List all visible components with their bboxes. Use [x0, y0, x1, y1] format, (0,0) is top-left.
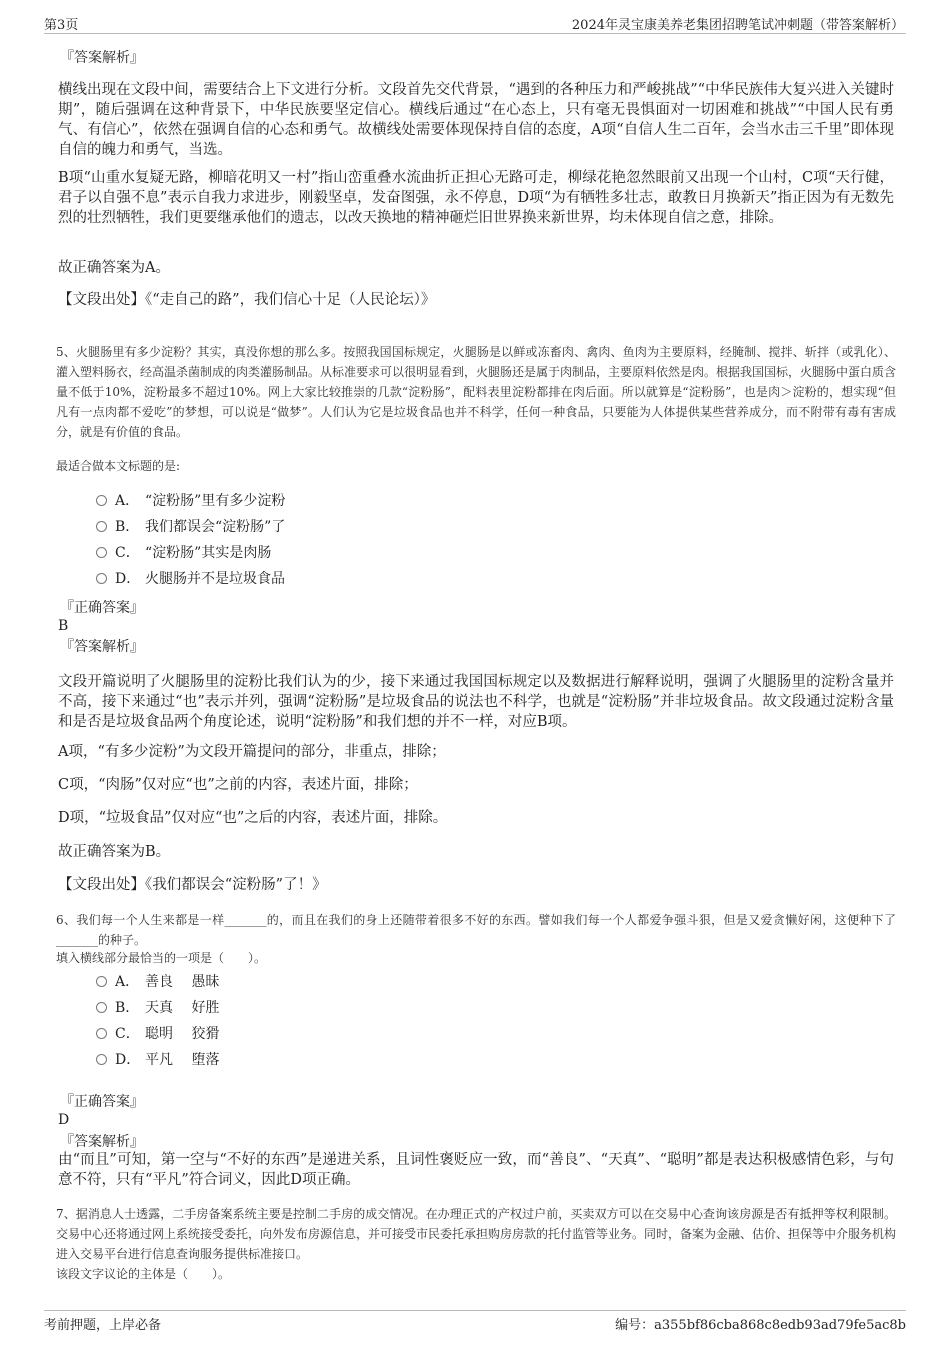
option-letter: A．: [115, 974, 140, 990]
option-text: “淀粉肠”其实是肉肠: [145, 545, 272, 561]
option-letter: B．: [115, 519, 140, 535]
option-letter: C．: [115, 1026, 140, 1042]
q7-stem: 7、据消息人士透露，二手房备案系统主要是控制二手房的成交情况。在办理正式的产权过户前，买卖双方可以在交易中心查询该房源是否有抵押等权利限制。交易中心还将通过网上系统接受委托，向外发布房源信息，并可接受市民委托承担购房房款的托付监管等业务。同时，备案为金融、估价、担保等中介服务机构进入交易平台进行信息查询服务提供标准接口。: [56, 1207, 897, 1261]
q5-option-c[interactable]: [96, 542, 271, 564]
radio-icon[interactable]: [96, 976, 107, 987]
q5-explanation-p3: C项，“肉肠”仅对应“也”之前的内容，表述片面，排除；: [58, 777, 418, 793]
q5-option-b[interactable]: [96, 516, 285, 538]
q4-answer-line: 故正确答案为A。: [58, 260, 170, 276]
q4-source: 【文段出处】《“走自己的路”，我们信心十足（人民论坛）》: [58, 292, 436, 308]
q6-correct-label: 『正确答案』: [60, 1094, 144, 1110]
q5-option-a[interactable]: [96, 490, 285, 512]
q4-explanation-label: 『答案解析』: [60, 50, 144, 66]
option-text: 善良 愚昧: [145, 974, 220, 990]
q6-explanation-label: 『答案解析』: [60, 1134, 144, 1150]
option-text: 平凡 堕落: [145, 1052, 220, 1068]
q6-option-c[interactable]: [96, 1023, 219, 1045]
q5-correct-label: 『正确答案』: [60, 600, 144, 616]
radio-icon[interactable]: [96, 521, 107, 532]
q5-option-d[interactable]: [96, 568, 285, 590]
option-letter: B．: [115, 1000, 140, 1016]
q6-prompt: 填入横线部分最恰当的一项是（ ）。: [56, 951, 267, 965]
option-letter: C．: [115, 545, 140, 561]
q7-prompt: 该段文字议论的主体是（ ）。: [56, 1267, 231, 1281]
footer-slogan: 考前押题，上岸必备: [44, 1318, 162, 1333]
radio-icon[interactable]: [96, 495, 107, 506]
radio-icon[interactable]: [96, 1002, 107, 1013]
q6-option-b[interactable]: [96, 997, 219, 1019]
document-id: 编号：a355bf86cba868c8edb93ad79fe5ac8b: [615, 1318, 906, 1333]
radio-icon[interactable]: [96, 573, 107, 584]
option-letter: A．: [115, 493, 140, 509]
option-text: 火腿肠并不是垃圾食品: [145, 571, 285, 587]
footer-rule: [44, 1310, 906, 1311]
q6-option-d[interactable]: [96, 1049, 219, 1071]
radio-icon[interactable]: [96, 1028, 107, 1039]
q5-source: 【文段出处】《我们都误会“淀粉肠”了！》: [58, 877, 327, 893]
q5-correct-answer: B: [58, 618, 69, 634]
radio-icon[interactable]: [96, 547, 107, 558]
option-letter: D．: [115, 1052, 141, 1068]
q6-stem: 6、我们每一个人生来都是一样_______的，而且在我们的身上还随带着很多不好的东西。譬如我们每一个人都爱争强斗狠，但是又爱贪懒好闲，这便种下了_______的种子。: [56, 913, 896, 947]
q5-stem: 5、火腿肠里有多少淀粉？其实，真没你想的那么多。按照我国国标规定，火腿肠是以鲜或冻畜肉、禽肉、鱼肉为主要原料，经腌制、搅拌、斩拌（或乳化）、灌入塑料肠衣，经高温杀菌制成的肉类灌肠制品。从标准要求可以很明显看到，火腿肠还是属于肉制品，主要原料依然是肉。根据我国国标，火腿肠中蛋白质含量不低于10%，淀粉最多不超过10%。网上大家比较推崇的几款“淀粉肠”，配料表里淀粉都排在肉后面。所以就算是“淀粉肠”，也是肉＞淀粉的，想实现“但凡有一点肉都不爱吃”的梦想，可以说是“做梦”。人们认为它是垃圾食品也并不科学，任何一种食品，只要能为人体提供某些营养成分，而不附带有毒有害成分，就是有价值的食品。: [56, 345, 897, 439]
q4-explanation-p2: B项“山重水复疑无路，柳暗花明又一村”指山峦重叠水流曲折正担心无路可走，柳绿花艳忽然眼前又出现一个山村，C项“天行健，君子以自强不息”表示自我力求进步，刚毅坚卓，发奋图强，永不停息，D项“为有牺牲多壮志，敢教日月换新天”指正因为有无数先烈的壮烈牺牲，我们更要继承他们的遗志，以改天换地的精神砸烂旧世界换来新世界，均未体现自信之意，排除。: [58, 170, 894, 226]
header-rule: [44, 33, 906, 34]
q6-correct-answer: D: [58, 1112, 70, 1128]
q5-explanation-p4: D项，“垃圾食品”仅对应“也”之后的内容，表述片面，排除。: [58, 810, 448, 826]
radio-icon[interactable]: [96, 1054, 107, 1065]
q6-option-a[interactable]: [96, 971, 219, 993]
option-text: 我们都误会“淀粉肠”了: [145, 519, 286, 535]
option-text: 聪明 狡猾: [145, 1026, 220, 1042]
page-number: 第3页: [44, 18, 79, 33]
q5-explanation-label: 『答案解析』: [60, 639, 144, 655]
option-text: 天真 好胜: [145, 1000, 220, 1016]
q5-explanation-p1: 文段开篇说明了火腿肠里的淀粉比我们认为的少，接下来通过我国国标规定以及数据进行解释说明，强调了火腿肠里的淀粉含量并不高，接下来通过“也”表示并列，强调“淀粉肠”是垃圾食品的说法也不科学，也就是“淀粉肠”并非垃圾食品。故文段通过淀粉含量和是否是垃圾食品两个角度论述，说明“淀粉肠”和我们想的并不一样，对应B项。: [58, 674, 894, 730]
option-text: “淀粉肠”里有多少淀粉: [145, 493, 286, 509]
document-title: 2024年灵宝康美养老集团招聘笔试冲刺题（带答案解析）: [571, 18, 904, 33]
q6-explanation: 由“而且”可知，第一空与“不好的东西”是递进关系，且词性褒贬应一致，而“善良”、“天真”、“聪明”都是表达积极感情色彩，与句意不符，只有“平凡”符合词义，因此D项正确。: [58, 1152, 894, 1188]
q4-explanation-p1: 横线出现在文段中间，需要结合上下文进行分析。文段首先交代背景，“遇到的各种压力和严峻挑战”“中华民族伟大复兴进入关键时期”，随后强调在这种背景下，中华民族要坚定信心。横线后通过“在心态上，只有毫无畏惧面对一切困难和挑战”“中国人民有勇气、有信心”，依然在强调自信的心态和勇气。故横线处需要体现保持自信的态度，A项“自信人生二百年，会当水击三千里”即体现自信的魄力和勇气，当选。: [58, 82, 894, 158]
q5-explanation-p2: A项，“有多少淀粉”为文段开篇提问的部分，非重点，排除；: [58, 744, 446, 760]
q5-answer-line: 故正确答案为B。: [58, 844, 171, 860]
q5-prompt: 最适合做本文标题的是:: [56, 459, 181, 473]
option-letter: D．: [115, 571, 141, 587]
